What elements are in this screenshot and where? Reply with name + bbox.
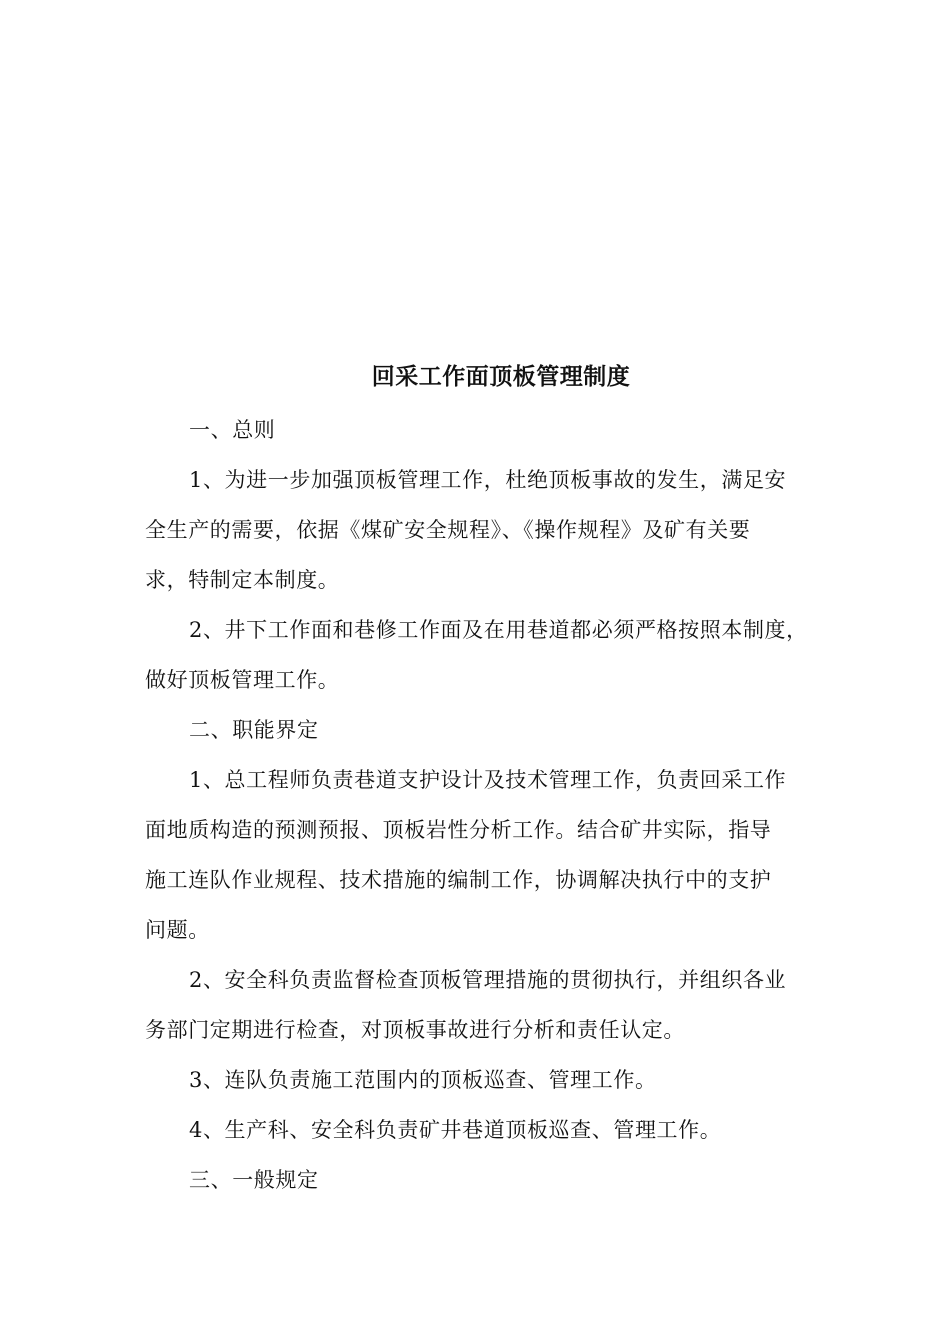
text-line: 1、为进一步加强顶板管理工作，杜绝顶板事故的发生，满足安 [189,468,787,492]
document-title: 回采工作面顶板管理制度 [371,363,631,390]
text-line: 施工连队作业规程、技术措施的编制工作，协调解决执行中的支护 [145,868,772,892]
text-line: 4、生产科、安全科负责矿井巷道顶板巡查、管理工作。 [189,1118,722,1142]
text-line: 面地质构造的预测预报、顶板岩性分析工作。结合矿井实际，指导 [145,818,772,842]
text-line: 务部门定期进行检查，对顶板事故进行分析和责任认定。 [145,1018,685,1042]
text-line: 三、一般规定 [189,1168,319,1192]
section-heading-general [145,405,817,455]
text-line: 问题。 [145,918,210,942]
text-line: 二、职能界定 [189,718,319,742]
paragraph-duties-3 [145,1055,817,1105]
text-line: 1、总工程师负责巷道支护设计及技术管理工作，负责回采工作 [189,768,787,792]
paragraph-general-2 [145,605,817,705]
section-heading-general-rules [145,1155,817,1205]
text-line: 2、井下工作面和巷修工作面及在用巷道都必须严格按照本制度， [189,618,808,642]
text-line: 3、连队负责施工范围内的顶板巡查、管理工作。 [189,1068,657,1092]
text-line: 做好顶板管理工作。 [145,668,340,692]
text-line: 全生产的需要，依据《煤矿安全规程》、《操作规程》及矿有关要 [145,518,751,542]
paragraph-duties-2 [145,955,817,1055]
paragraph-duties-4 [145,1105,817,1155]
text-line: 2、安全科负责监督检查顶板管理措施的贯彻执行，并组织各业 [189,968,787,992]
paragraph-duties-1 [145,755,817,955]
text-line: 求，特制定本制度。 [145,568,340,592]
paragraph-general-1 [145,455,817,605]
text-line: 一、总则 [189,418,276,442]
section-heading-duties [145,705,817,755]
document-body [145,405,817,1205]
